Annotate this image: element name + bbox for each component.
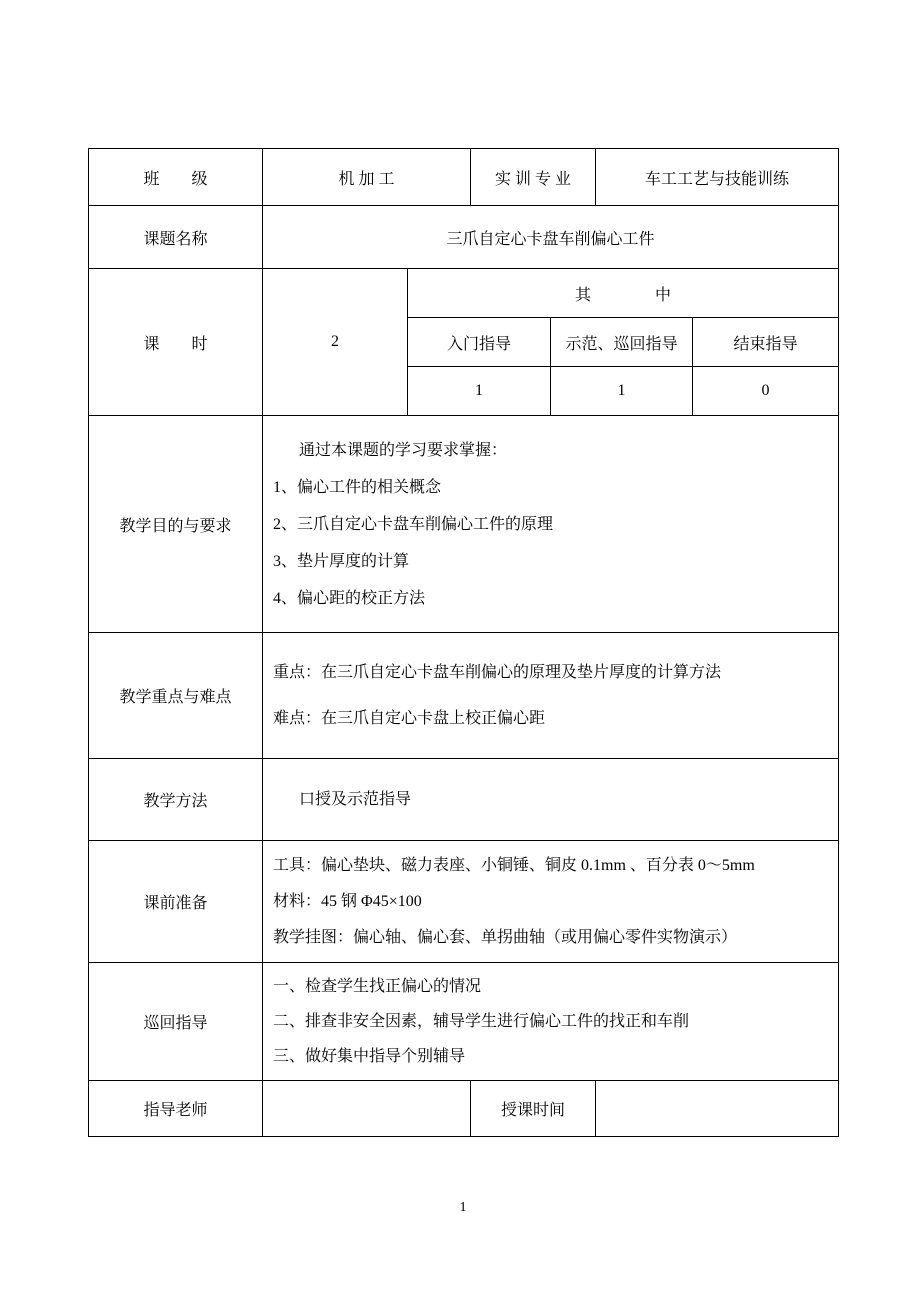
preparation-content-cell [263, 841, 839, 963]
time-label-cell: 授课时间 [471, 1081, 596, 1137]
patrol-line: 三、做好集中指导个别辅导 [273, 1048, 466, 1065]
major-value-cell: 车工工艺与技能训练 [596, 149, 839, 206]
lesson-plan-table [88, 148, 839, 1137]
objective-line: 4、偏心距的校正方法 [273, 589, 426, 607]
major-label-cell: 实 训 专 业 [471, 149, 596, 206]
patrol-line: 二、排查非安全因素，辅导学生进行偏心工件的找正和车削 [273, 1013, 690, 1030]
hours-label-cell: 课 时 [89, 269, 263, 416]
keypoint-line: 重点：在三爪自定心卡盘车削偏心的原理及垫片厚度的计算方法 [273, 663, 722, 681]
stage-demo-value-cell: 1 [551, 367, 693, 416]
patrol-label-cell: 巡回指导 [89, 963, 263, 1081]
preparation-line: 教学挂图：偏心轴、偏心套、单拐曲轴（或用偏心零件实物演示） [273, 928, 738, 946]
objective-line: 3、垫片厚度的计算 [273, 552, 410, 570]
keypoint-line: 难点：在三爪自定心卡盘上校正偏心距 [273, 709, 546, 727]
class-value-cell: 机 加 工 [263, 149, 471, 206]
patrol-line: 一、检查学生找正偏心的情况 [273, 978, 482, 995]
preparation-label-cell: 课前准备 [89, 841, 263, 963]
teacher-value-cell [263, 1081, 471, 1137]
method-value-cell [263, 759, 839, 841]
objective-line: 通过本课题的学习要求掌握： [299, 441, 508, 459]
method-line: 口授及示范指导 [299, 790, 412, 808]
teacher-label-cell: 指导老师 [89, 1081, 263, 1137]
class-label-cell: 班 级 [89, 149, 263, 206]
time-value-cell [596, 1081, 839, 1137]
objectives-label-cell: 教学目的与要求 [89, 416, 263, 633]
method-label-cell: 教学方法 [89, 759, 263, 841]
preparation-line: 工具：偏心垫块、磁力表座、小铜锤、铜皮 0.1mm 、百分表 0～5mm [273, 856, 755, 874]
stage-demo-header-cell: 示范、巡回指导 [551, 318, 693, 367]
objectives-content-cell [263, 416, 839, 633]
hours-total-cell: 2 [263, 269, 408, 416]
topic-label-cell: 课题名称 [89, 206, 263, 269]
keypoints-label-cell: 教学重点与难点 [89, 633, 263, 759]
objective-line: 1、偏心工件的相关概念 [273, 478, 442, 496]
stage-intro-header-cell: 入门指导 [408, 318, 551, 367]
patrol-content-cell [263, 963, 839, 1081]
topic-value-cell: 三爪自定心卡盘车削偏心工件 [263, 206, 839, 269]
objective-line: 2、三爪自定心卡盘车削偏心工件的原理 [273, 515, 554, 533]
page-number: 1 [459, 1200, 467, 1215]
stage-end-value-cell: 0 [693, 367, 839, 416]
stage-intro-value-cell: 1 [408, 367, 551, 416]
preparation-line: 材料：45 钢 Φ45×100 [273, 892, 422, 910]
stage-end-header-cell: 结束指导 [693, 318, 839, 367]
keypoints-content-cell [263, 633, 839, 759]
hours-among-cell: 其 中 [408, 269, 839, 318]
